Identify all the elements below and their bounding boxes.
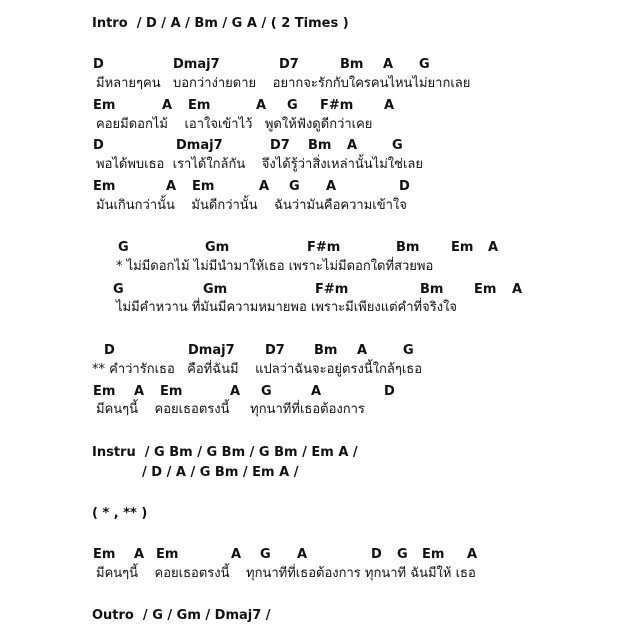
repeat-marker: ( * , ** ): [92, 506, 148, 521]
chord-label: A: [347, 138, 358, 153]
chord-label: Bm: [314, 343, 338, 358]
instru-line-2: / D / A / G Bm / Em A /: [142, 465, 299, 480]
chord-label: G: [289, 179, 300, 194]
chord-label: A: [512, 282, 523, 297]
chord-label: Em: [156, 547, 179, 562]
chord-label: Em: [474, 282, 497, 297]
chord-label: A: [230, 384, 241, 399]
chord-label: G: [397, 547, 408, 562]
chord-label: A: [134, 384, 145, 399]
chord-label: Bm: [420, 282, 444, 297]
chord-label: D: [93, 138, 104, 153]
chord-label: A: [231, 547, 242, 562]
chord-label: G: [113, 282, 124, 297]
lyric-line: มีหลายๆคน บอกว่าง่ายดาย อยากจะรักกับใครคนไหนไม่ยากเลย: [96, 76, 471, 91]
chord-label: Bm: [308, 138, 332, 153]
chord-label: Gm: [203, 282, 228, 297]
chord-label: Gm: [205, 240, 230, 255]
chord-label: A: [488, 240, 499, 255]
chord-label: F#m: [307, 240, 341, 255]
chord-label: Em: [188, 98, 211, 113]
chord-label: G: [392, 138, 403, 153]
chord-label: G: [403, 343, 414, 358]
lyric-line: คอยมีดอกไม้ เอาใจเข้าไว้ พูดให้ฟังดูดีกว่าเคย: [96, 117, 373, 132]
chord-label: A: [166, 179, 177, 194]
chord-label: G: [261, 384, 272, 399]
chord-label: D: [371, 547, 382, 562]
instru-line-1: Instru / G Bm / G Bm / G Bm / Em A /: [92, 445, 358, 460]
chord-label: D7: [279, 57, 299, 72]
chord-label: A: [311, 384, 322, 399]
chord-label: Dmaj7: [188, 343, 235, 358]
chord-label: D7: [270, 138, 290, 153]
chord-label: F#m: [315, 282, 349, 297]
lyric-line: พอได้พบเธอ เราได้ใกล้กัน จึงได้รู้ว่าสิ่งเหล่านั้นไม่ใช่เลย: [96, 157, 423, 172]
lyric-line: มีคนๆนี้ คอยเธอตรงนี้ ทุกนาทีที่เธอต้องการ ทุกนาที ฉันมีให้ เธอ: [96, 566, 476, 581]
chord-label: Em: [93, 384, 116, 399]
lyric-line: มีคนๆนี้ คอยเธอตรงนี้ ทุกนาทีที่เธอต้องการ: [96, 402, 365, 417]
chord-label: F#m: [320, 98, 354, 113]
chord-label: Em: [93, 179, 116, 194]
chord-label: G: [118, 240, 129, 255]
chord-label: Em: [451, 240, 474, 255]
chord-label: Em: [93, 547, 116, 562]
chord-label: A: [259, 179, 270, 194]
chord-label: G: [287, 98, 298, 113]
lyric-line: ไม่มีคำหวาน ที่มันมีความหมายพอ เพราะมีเพียงแต่คำที่จริงใจ: [116, 300, 458, 315]
chord-label: Em: [93, 98, 116, 113]
chord-label: A: [357, 343, 368, 358]
chord-label: A: [383, 57, 394, 72]
chord-label: Em: [422, 547, 445, 562]
chord-label: A: [297, 547, 308, 562]
outro-line: Outro / G / Gm / Dmaj7 /: [92, 608, 271, 623]
chord-label: Em: [192, 179, 215, 194]
chord-label: D7: [265, 343, 285, 358]
chord-label: D: [104, 343, 115, 358]
intro-line: Intro / D / A / Bm / G A / ( 2 Times ): [92, 16, 349, 31]
lyric-line: มันเกินกว่านั้น มันดีกว่านั้น ฉันว่ามันคือความเข้าใจ: [96, 198, 407, 213]
chord-label: G: [419, 57, 430, 72]
chord-label: G: [260, 547, 271, 562]
chord-label: A: [467, 547, 478, 562]
chord-label: A: [256, 98, 267, 113]
chord-label: D: [384, 384, 395, 399]
chord-label: Dmaj7: [173, 57, 220, 72]
chord-label: A: [134, 547, 145, 562]
chord-label: Bm: [340, 57, 364, 72]
chord-label: A: [326, 179, 337, 194]
chord-label: A: [384, 98, 395, 113]
lyric-line: ** คำว่ารักเธอ คือที่ฉันมี แปลว่าฉันจะอยู่ตรงนี้ใกล้ๆเธอ: [92, 362, 423, 377]
chord-label: D: [399, 179, 410, 194]
chord-label: D: [93, 57, 104, 72]
lyric-line: * ไม่มีดอกไม้ ไม่มีนำมาให้เธอ เพราะไม่มีดอกใดที่สวยพอ: [116, 259, 434, 274]
chord-label: Em: [160, 384, 183, 399]
chord-label: Bm: [396, 240, 420, 255]
chord-label: Dmaj7: [176, 138, 223, 153]
chord-label: A: [162, 98, 173, 113]
